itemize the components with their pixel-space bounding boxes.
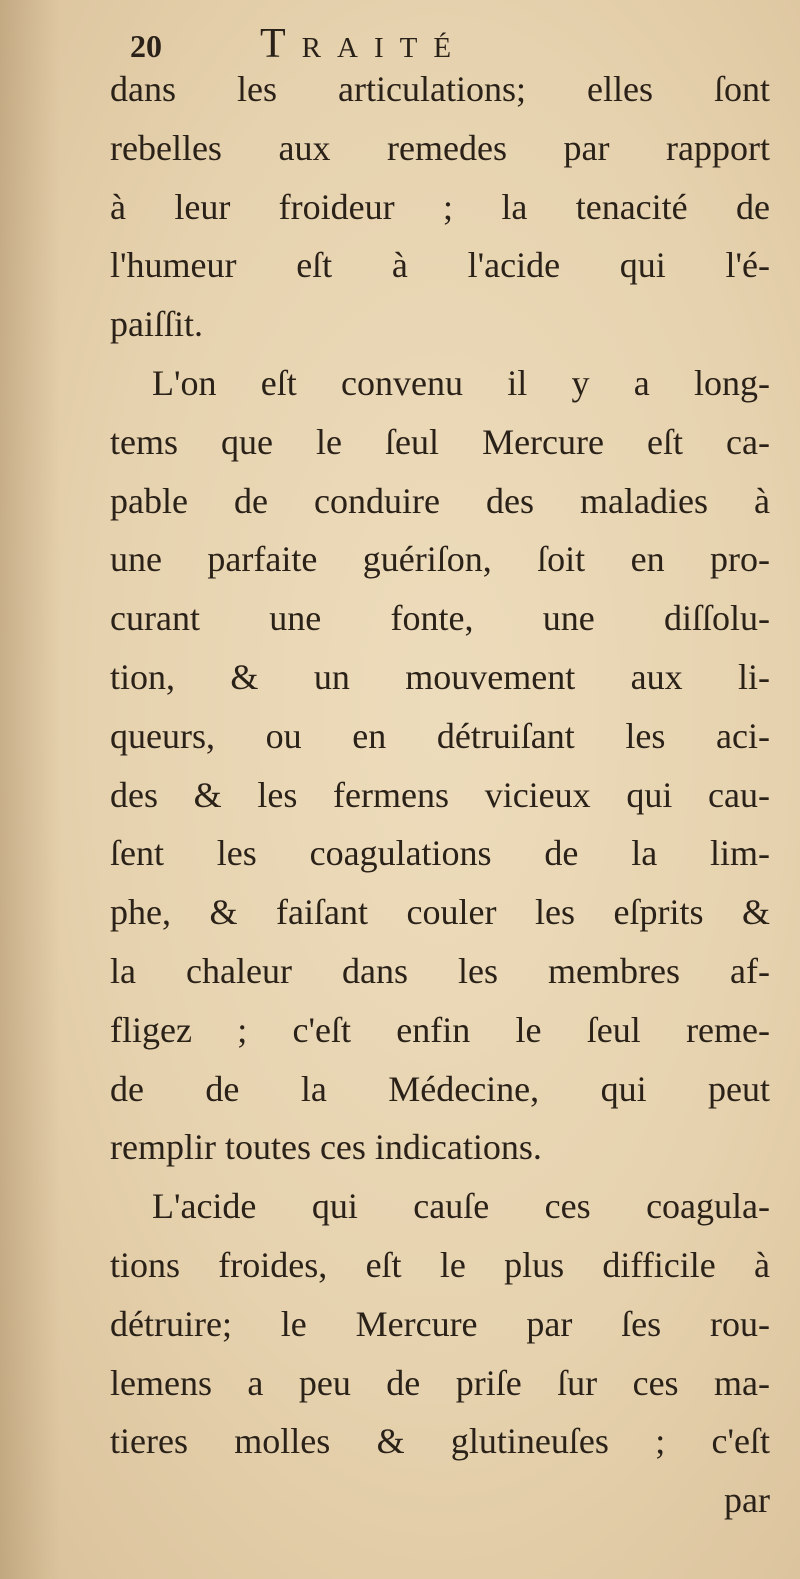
text-line: lemens a peu de priſe ſur ces ma- [110,1362,770,1403]
text-line: des & les fermens vicieux qui cau- [110,774,770,815]
text-line: à leur froideur ; la tenacité de [110,186,770,227]
text-line: tion, & un mouvement aux li- [110,656,770,697]
text-line: pable de conduire des maladies à [110,480,770,521]
body-text [110,60,770,1530]
text-line: remplir toutes ces indications. [110,1127,542,1168]
text-line: paiſſit. [110,304,203,345]
text-line: une parfaite guériſon, ſoit en pro- [110,539,770,580]
text-line: curant une fonte, une diſſolu- [110,598,770,639]
text-line: rebelles aux remedes par rapport [110,127,770,168]
text-line: tems que le ſeul Mercure eſt ca- [110,421,770,462]
text-line: phe, & faiſant couler les eſprits & [110,892,770,933]
text-line: fligez ; c'eſt enfin le ſeul reme- [110,1009,770,1050]
text-line: queurs, ou en détruiſant les aci- [110,715,770,756]
text-line: détruire; le Mercure par ſes rou- [110,1303,770,1344]
page-gutter-shadow [0,0,60,1579]
text-line: de de la Médecine, qui peut [110,1068,770,1109]
text-line: L'acide qui cauſe ces coagula- [152,1186,770,1227]
text-line: tieres molles & glutineuſes ; c'eſt [110,1421,770,1462]
text-line: ſent les coagulations de la lim- [110,833,770,874]
text-line: tions froides, eſt le plus difficile à [110,1244,770,1285]
page-number: 20 [130,28,162,64]
text-line: L'on eſt convenu il y a long- [152,362,770,403]
text-line: la chaleur dans les membres af- [110,950,770,991]
text-line: l'humeur eſt à l'acide qui l'é- [110,245,770,286]
running-title: Traité [260,21,468,67]
text-line: dans les articulations; elles ſont [110,69,770,109]
catchword: par [724,1480,770,1521]
